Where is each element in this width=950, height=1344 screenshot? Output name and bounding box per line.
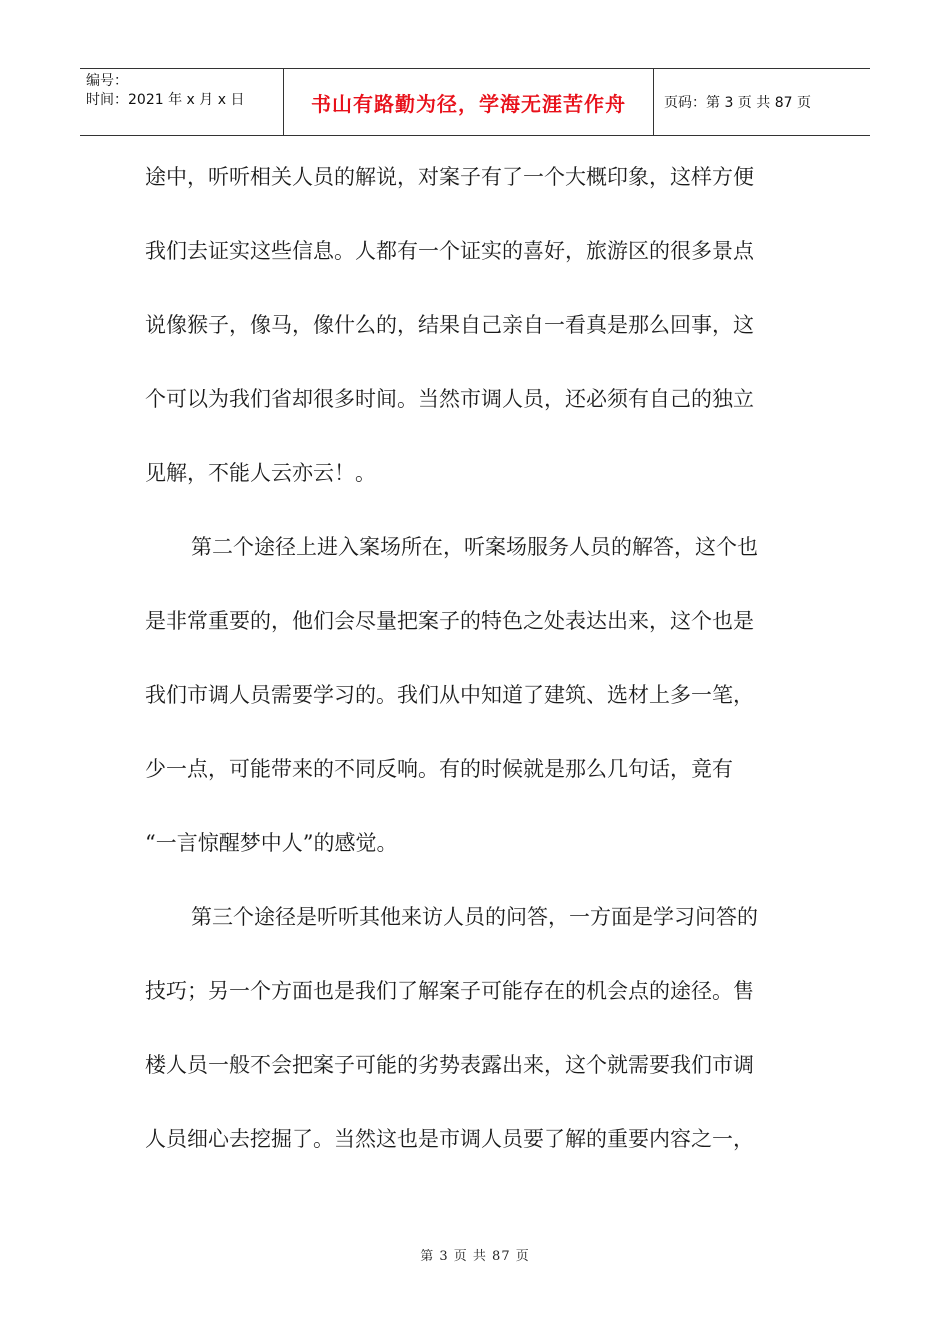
body-line: 技巧；另一个方面也是我们了解案子可能存在的机会点的途径。售 — [145, 979, 754, 1003]
body-line: 人员细心去挖掘了。当然这也是市调人员要了解的重要内容之一， — [145, 1127, 754, 1151]
body-line: 我们去证实这些信息。人都有一个证实的喜好，旅游区的很多景点 — [145, 239, 754, 263]
document-number: 编号： — [86, 73, 128, 89]
header-page-info: 页码：第 3 页 共 87 页 — [664, 95, 811, 111]
body-line: 途中，听听相关人员的解说，对案子有了一个大概印象，这样方便 — [145, 165, 754, 189]
document-body — [145, 140, 810, 1176]
body-line: 见解，不能人云亦云！。 — [145, 461, 376, 485]
body-line: 说像猴子，像马，像什么的，结果自己亲自一看真是那么回事，这 — [145, 313, 754, 337]
document-date: 时间：2021 年 x 月 x 日 — [86, 92, 245, 108]
body-line: 少一点，可能带来的不同反响。有的时候就是那么几句话，竟有 — [145, 757, 733, 781]
body-line: 是非常重要的，他们会尽量把案子的特色之处表达出来，这个也是 — [145, 609, 754, 633]
page-header — [80, 68, 870, 136]
header-meta — [80, 69, 284, 135]
page-footer: 第 3 页 共 87 页 — [420, 1249, 530, 1264]
body-line: “一言惊醒梦中人”的感觉。 — [145, 831, 398, 855]
paragraph-start-line: 第二个途径上进入案场所在，听案场服务人员的解答，这个也 — [191, 535, 758, 559]
paragraph-start-line: 第三个途径是听听其他来访人员的问答，一方面是学习问答的 — [191, 905, 758, 929]
header-motto: 书山有路勤为径，学海无涯苦作舟 — [284, 69, 654, 135]
body-line: 楼人员一般不会把案子可能的劣势表露出来，这个就需要我们市调 — [145, 1053, 754, 1077]
body-line: 我们市调人员需要学习的。我们从中知道了建筑、选材上多一笔， — [145, 683, 754, 707]
body-line: 个可以为我们省却很多时间。当然市调人员，还必须有自己的独立 — [145, 387, 754, 411]
